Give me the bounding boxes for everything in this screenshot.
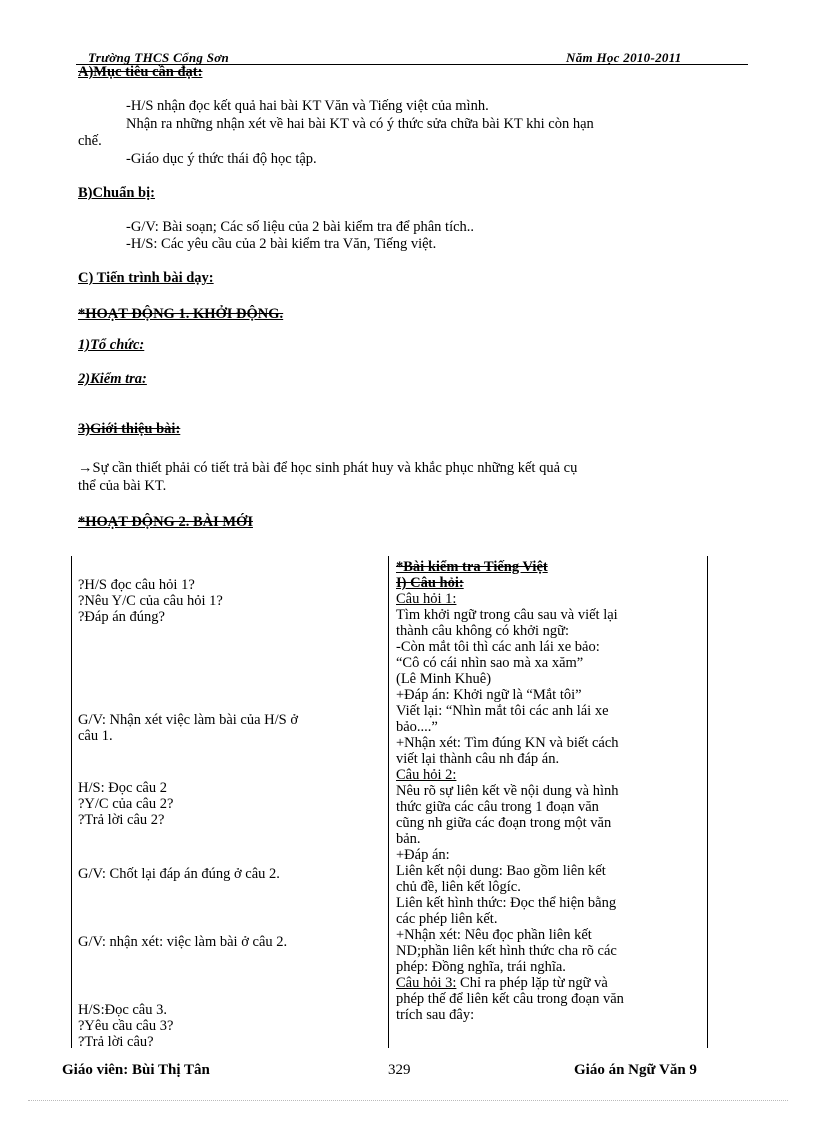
left-q1c: ?Đáp án đúng? [78,609,165,625]
header-school: Trường THCS Cổng Sơn [88,50,230,65]
right-c2-l7: chủ đề, liên kết lôgíc. [396,879,521,895]
table-border-middle [388,556,389,1048]
right-c1-l10: viết lại thành câu nh đáp án. [396,751,560,767]
right-c2-l11: ND;phần liên kết hình thức cha rõ các [396,943,617,959]
left-hs3: H/S:Đọc câu 3. [78,1002,167,1018]
right-c1-l6: +Đáp án: Khởi ngữ là “Mắt tôi” [396,687,582,703]
footer-book: Giáo án Ngữ Văn 9 [574,1062,697,1078]
right-c1-l3: -Còn mắt tôi thì các anh lái xe bảo: [396,639,600,655]
right-c3-l3: trích sau đây: [396,1007,475,1023]
right-c3: Câu hỏi 3: [396,975,457,991]
left-q3a: ?Yêu cầu câu 3? [78,1018,174,1034]
right-c2-l5: +Đáp án: [396,847,450,863]
right-c1-l5: (Lê Minh Khuê) [396,671,492,687]
section-a-title: A)Mục tiêu cần đạt: [78,64,203,80]
right-c3-line-1: Câu hỏi 3: Chỉ ra phép lặp từ ngữ và [396,975,608,991]
right-title: *Bài kiểm tra Tiếng Việt [396,559,548,575]
section-a-line-3: -Giáo dục ý thức thái độ học tập. [126,151,317,167]
section-a-line-2: Nhận ra những nhận xét về hai bài KT và có ý thức sửa chữa bài KT khi còn hạn [126,116,594,132]
hd1-kiem-tra: 2)Kiểm tra: [78,371,147,387]
footer-page-number: 329 [388,1062,411,1078]
hd1-intro-line-1: →Sự cần thiết phải có tiết trả bài để học sinh phát huy và khắc phục những kết quả cụ [78,460,578,476]
section-b-line-1: -G/V: Bài soạn; Các số liệu của 2 bài kiểm tra để phân tích.. [126,219,475,235]
table-border-right [707,556,708,1048]
page-bottom-divider [28,1100,788,1101]
left-q3 [78,1002,378,1050]
left-q2b: ?Trả lời câu 2? [78,812,165,828]
left-gv1a: G/V: Nhận xét việc làm bài của H/S ở [78,712,299,728]
left-q1b: ?Nêu Y/C của câu hỏi 1? [78,593,223,609]
section-b-title: B)Chuẩn bị: [78,185,155,201]
left-q2a: ?Y/C của câu 2? [78,796,174,812]
left-q2 [78,780,378,828]
right-c2-l8: Liên kết hình thức: Đọc thể hiện bằng [396,895,617,911]
left-gv1 [78,712,378,744]
header-year: Năm Học 2010-2011 [566,50,682,65]
left-q1a: ?H/S đọc câu hỏi 1? [78,577,195,593]
right-sub: I) Câu hỏi: [396,575,464,591]
right-c2-l1: Nêu rõ sự liên kết về nội dung và hình [396,783,619,799]
left-col [78,577,378,625]
hd1-to-chuc: 1)Tổ chức: [78,337,145,353]
right-c2: Câu hỏi 2: [396,767,457,783]
left-gv1b: câu 1. [78,728,113,744]
section-b-line-2: -H/S: Các yêu cầu của 2 bài kiểm tra Văn, Tiếng việt. [126,236,437,252]
right-c2-l9: các phép liên kết. [396,911,498,927]
right-c1-l1: Tìm khởi ngữ trong câu sau và viết lại [396,607,618,623]
arrow-right-icon: → [78,460,93,476]
footer-teacher: Giáo viên: Bùi Thị Tân [62,1062,210,1078]
left-gv2: G/V: Chốt lại đáp án đúng ở câu 2. [78,866,280,882]
right-c1: Câu hỏi 1: [396,591,457,607]
hd1-intro-line-2: thể của bài KT. [78,478,167,494]
hd1-gioi-thieu: 3)Giới thiệu bài: [78,421,181,437]
left-hs2: H/S: Đọc câu 2 [78,780,167,796]
right-c2-l12: phép: Đồng nghĩa, trái nghĩa. [396,959,566,975]
right-c2-l10: +Nhận xét: Nêu đọc phần liên kết [396,927,592,943]
right-c2-l3: cũng nh giữa các đoạn trong một văn [396,815,612,831]
right-col [396,559,700,1023]
right-c1-l7: Viết lại: “Nhìn mắt tôi các anh lái xe [396,703,609,719]
left-gv3: G/V: nhận xét: việc làm bài ở câu 2. [78,934,288,950]
right-c2-l6: Liên kết nội dung: Bao gồm liên kết [396,863,606,879]
hd2-title: *HOẠT ĐỘNG 2. BÀI MỚI [78,514,253,530]
left-q3b: ?Trả lời câu? [78,1034,154,1050]
table-border-left [71,556,72,1048]
right-c1-l4: “Cô có cái nhìn sao mà xa xăm” [396,655,584,671]
right-c2-l2: thức giữa các câu trong 1 đoạn văn [396,799,599,815]
right-c1-l9: +Nhận xét: Tìm đúng KN và biết cách [396,735,619,751]
section-a-line-2b: chế. [78,133,102,149]
right-c1-l2: thành câu không có khởi ngữ: [396,623,569,639]
hd1-title: *HOẠT ĐỘNG 1. KHỞI ĐỘNG. [78,306,284,322]
right-c1-l8: bảo....” [396,719,438,735]
section-a-line-1: -H/S nhận đọc kết quả hai bài KT Văn và Tiếng việt của mình. [126,98,489,114]
right-c2-l4: bản. [396,831,421,847]
right-c3-l2: phép thế để liên kết câu trong đoạn văn [396,991,624,1007]
section-c-title: C) Tiến trình bài dạy: [78,270,214,286]
